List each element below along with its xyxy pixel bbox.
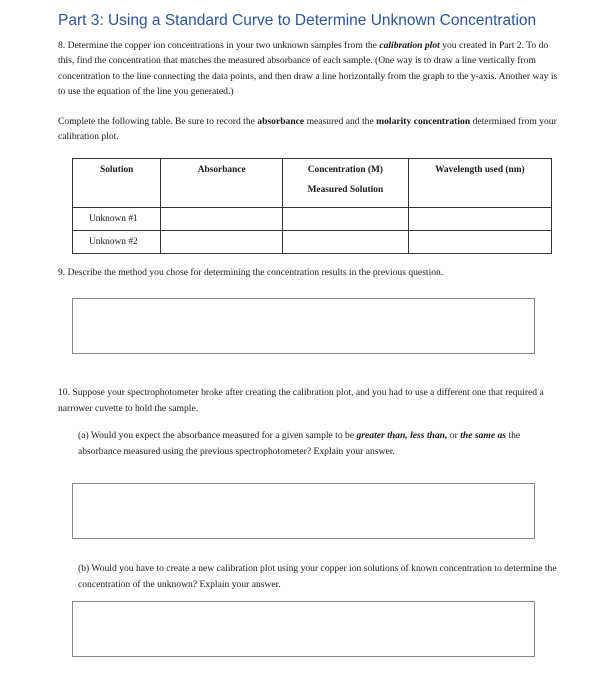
question-9: 9. Describe the method you chose for determining the concentration results in the previous question. (58, 267, 444, 278)
instructions-text-3: determined from your calibration plot. (58, 116, 557, 143)
q8-text-1: 8. Determine the copper ion concentrations in your two unknown samples from the (58, 40, 380, 51)
instructions-molarity: molarity concentration (376, 116, 471, 127)
q8-calibration-plot: calibration plot (379, 40, 440, 51)
q10a-text-1: (a) Would you expect the absorbance measured for a given sample to be (78, 430, 357, 441)
row-label-unknown-1: Unknown #1 (73, 208, 161, 231)
cell-absorbance-2[interactable] (161, 231, 283, 254)
header-wavelength: Wavelength used (nm) (408, 159, 551, 208)
instructions-text-2: measured and the (304, 116, 377, 127)
table-instructions (58, 114, 563, 145)
q8-text-2: you created in Part 2. To do this, find the concentration that matches the measured absorbance of each sample. (One way is to draw a line vertically from concentration to the line connecting the data points, and then draw a line horizontally from the graph to the y-axis. Another way is to use the equation of the line you generated.) (58, 40, 558, 98)
header-concentration (283, 159, 409, 208)
cell-concentration-2[interactable] (283, 231, 409, 254)
instructions-text-1: Complete the following table. Be sure to record the (58, 116, 258, 127)
cell-wavelength-2[interactable] (408, 231, 551, 254)
cell-absorbance-1[interactable] (161, 208, 283, 231)
header-solution: Solution (73, 159, 161, 208)
q10a-text-2: or (447, 430, 461, 441)
q10a-emph-2: the same as (460, 430, 507, 441)
row-label-unknown-2: Unknown #2 (73, 231, 161, 254)
answer-box-q10a[interactable] (72, 483, 535, 539)
question-10b: (b) Would you have to create a new calibration plot using your copper ion solutions of known concentration to determine the concentration of the unknown? Explain your answer. (78, 563, 557, 590)
question-10a (78, 428, 558, 460)
table-row (73, 208, 552, 231)
header-concentration-line1: Concentration (M) (307, 165, 383, 175)
table-row (73, 231, 552, 254)
cell-wavelength-1[interactable] (408, 208, 551, 231)
answer-box-q10b[interactable] (72, 601, 535, 657)
q10a-emph-1: greater than, less than, (356, 430, 448, 441)
q10a-text-3: the absorbance measured using the previous spectrophotometer? Explain your answer. (78, 430, 521, 457)
results-table (72, 158, 552, 254)
cell-concentration-1[interactable] (283, 208, 409, 231)
header-absorbance: Absorbance (161, 159, 283, 208)
table-header-row (73, 159, 552, 208)
question-10: 10. Suppose your spectrophotometer broke after creating the calibration plot, and you had to use a different one that required a narrower cuvette to hold the sample. (58, 387, 544, 414)
answer-box-q9[interactable] (72, 298, 535, 354)
instructions-absorbance: absorbance (257, 116, 305, 127)
page-title: Part 3: Using a Standard Curve to Determine Unknown Concentration (58, 12, 537, 29)
header-concentration-line2: Measured Solution (307, 185, 384, 195)
question-8 (58, 38, 563, 100)
